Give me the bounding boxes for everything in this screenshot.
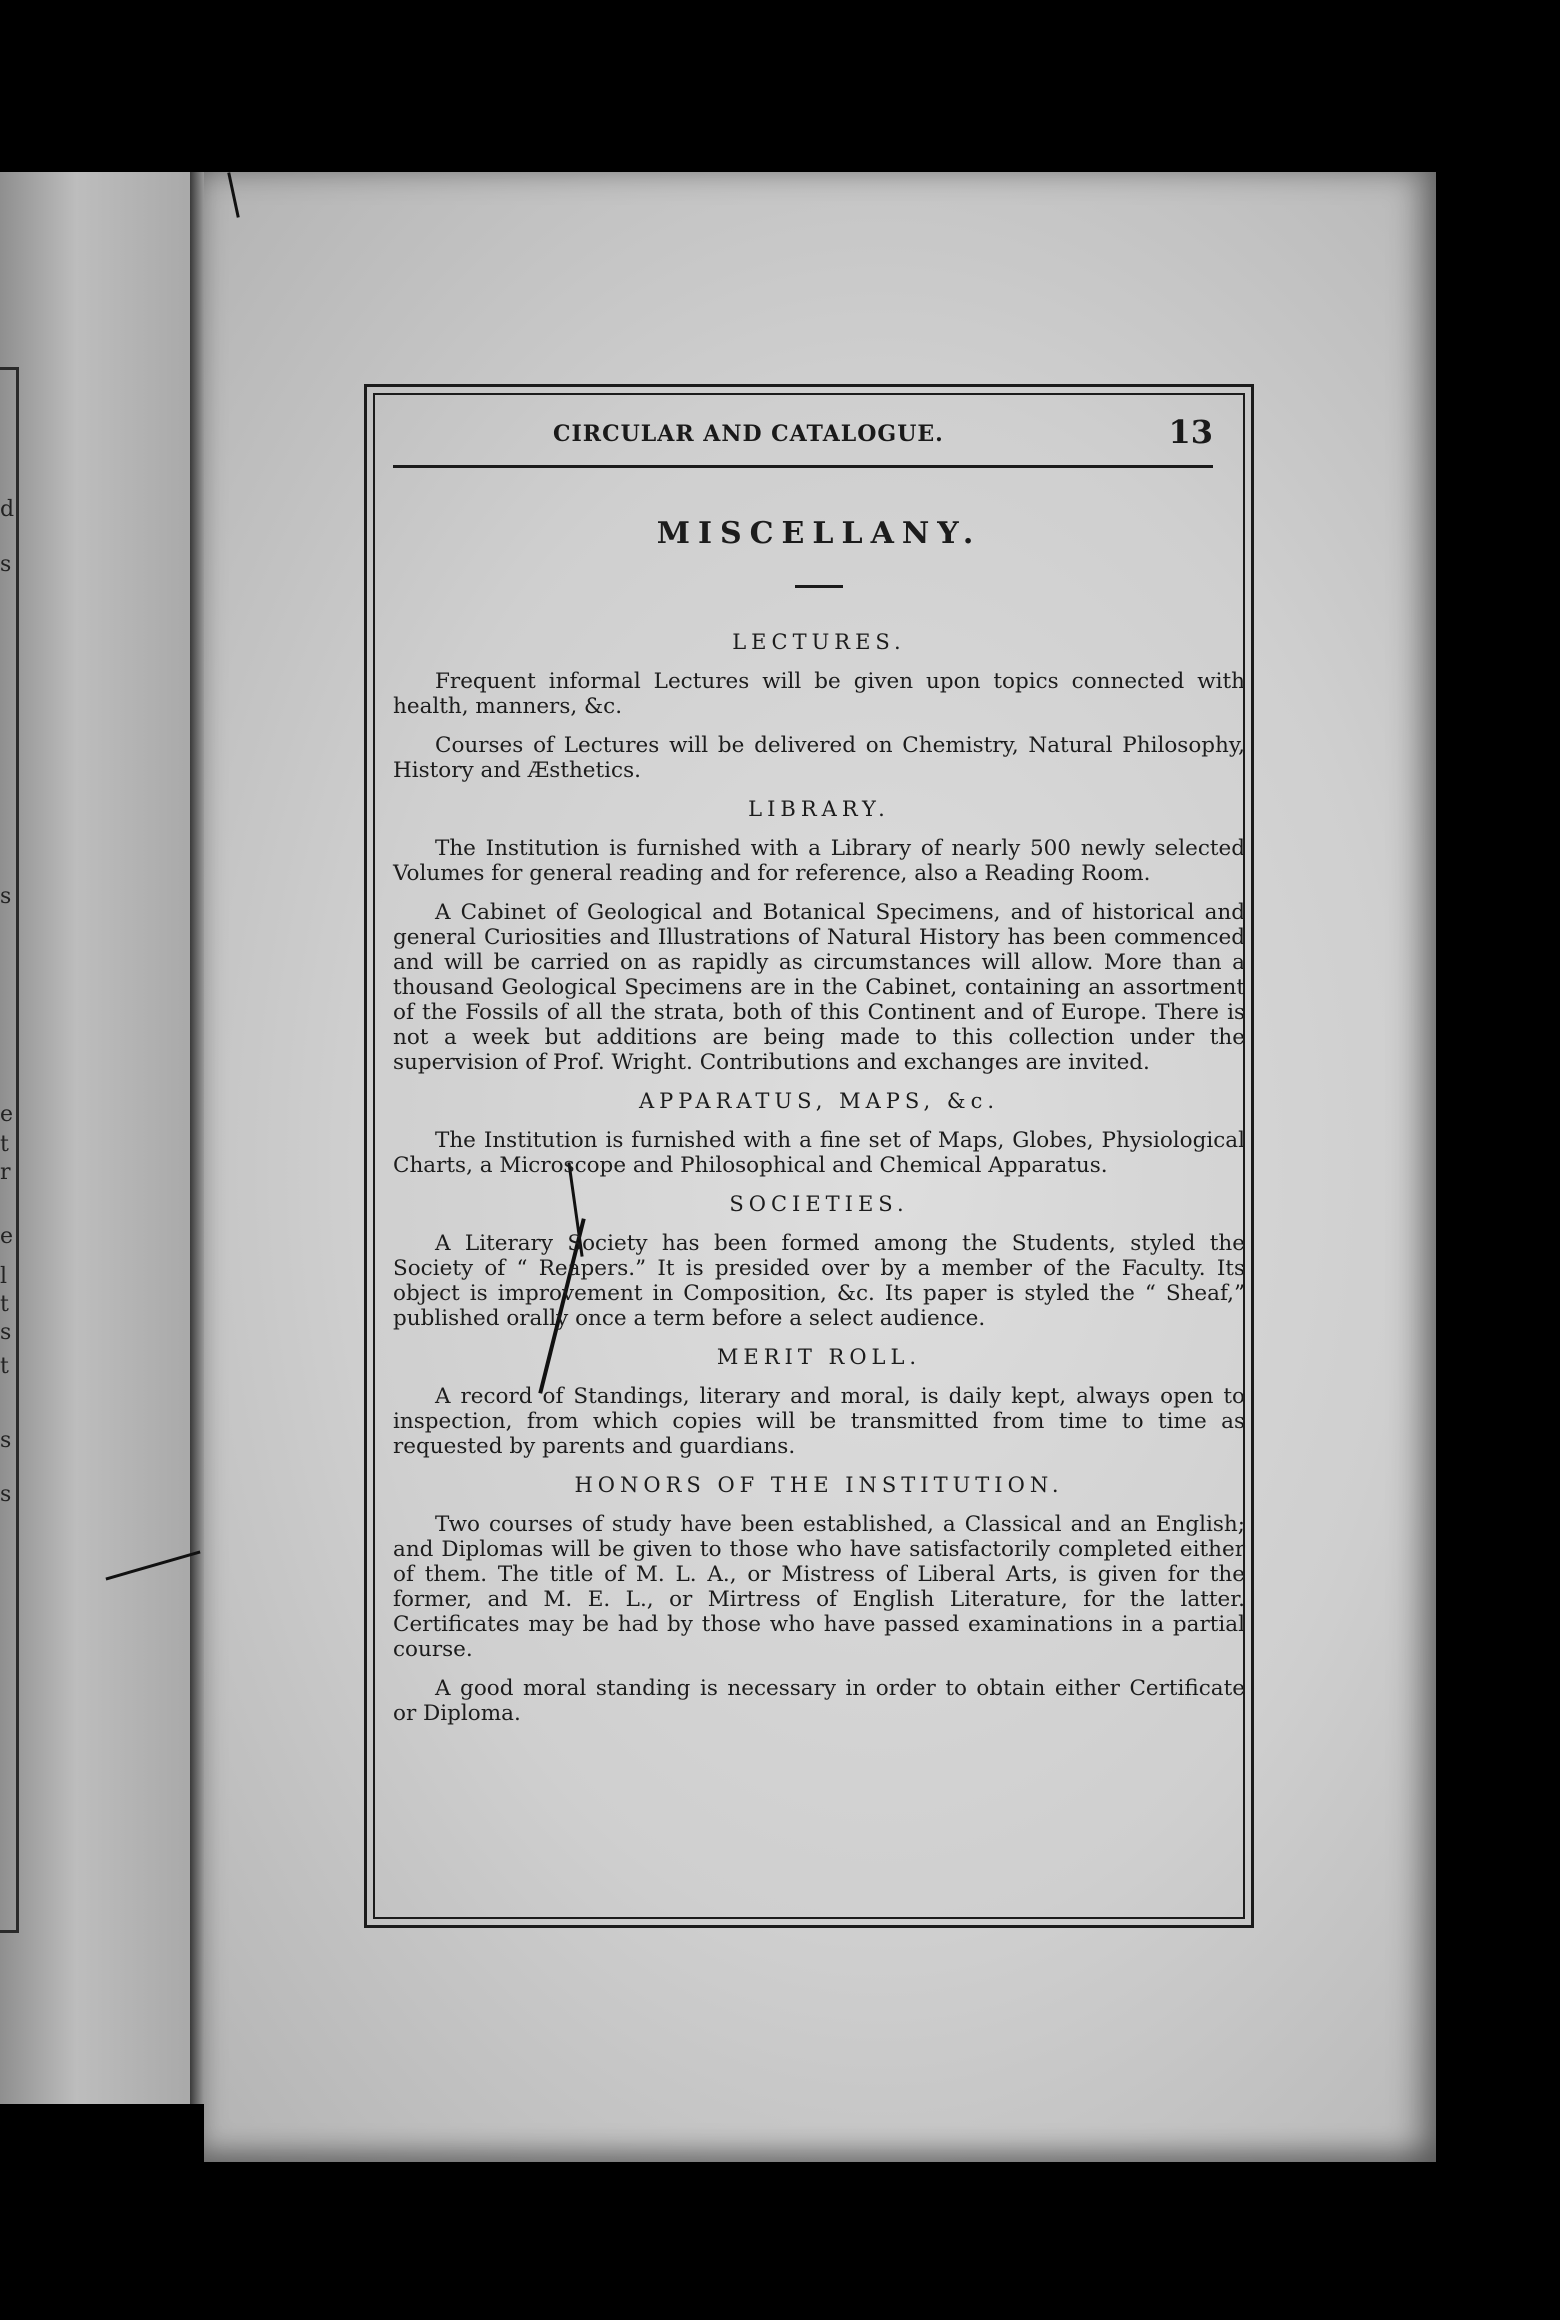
paragraph: A Cabinet of Geological and Botanical Specimens, and of historical and general Curiosities and Illustrations of Natural History has been commenced and will be carried on as rapidly as circumstances will allow. More than a thousand Geological Specimens are in the Cabinet, containing an assortment of the Fossils of all the strata, both of this Continent and of Europe. There is not a week but additions are being made to this collection under the supervision of Prof. Wright. Contributions and exchanges are invited.: [393, 900, 1245, 1075]
previous-page-fragment: r: [0, 1160, 11, 1185]
previous-page-fragment: e: [0, 1102, 14, 1127]
section-lectures: [393, 630, 1245, 783]
previous-page-fragment: s: [0, 1428, 12, 1453]
paragraph: Courses of Lectures will be delivered on Chemistry, Natural Philosophy, History and Æsthetics.: [393, 733, 1245, 783]
paragraph: The Institution is furnished with a fine set of Maps, Globes, Physiological Charts, a Microscope and Philosophical and Chemical Apparatus.: [393, 1128, 1245, 1178]
title-rule: [795, 585, 843, 588]
paragraph: Frequent informal Lectures will be given upon topics connected with health, manners, &c.: [393, 669, 1245, 719]
previous-page-fragment: t: [0, 1292, 9, 1317]
running-head-title: CIRCULAR AND CATALOGUE.: [553, 421, 944, 447]
section-societies: [393, 1192, 1245, 1331]
book-page: [204, 172, 1436, 2162]
section-heading: MERIT ROLL.: [716, 1345, 922, 1369]
previous-page-fragment: t: [0, 1354, 9, 1379]
book-gutter: [190, 172, 204, 2104]
previous-page-fragment: l: [0, 1264, 8, 1289]
previous-page-fragment: t: [0, 1132, 9, 1157]
previous-page-fragment: s: [0, 552, 12, 577]
previous-page-fragment: s: [0, 1482, 12, 1507]
ink-mark: [227, 172, 239, 218]
paragraph: A good moral standing is necessary in order to obtain either Certificate or Diploma.: [393, 1676, 1245, 1726]
previous-page-edge: [0, 172, 192, 2104]
section-heading: SOCIETIES.: [729, 1192, 909, 1216]
section-honors: [393, 1473, 1245, 1726]
section-library: [393, 797, 1245, 1075]
section-heading: LECTURES.: [732, 630, 906, 654]
paragraph: A Literary Society has been formed among the Students, styled the Society of “ Reapers.” It is presided over by a member of the Faculty. Its object is improvement in Composition, &c. Its paper is styled the “ Sheaf,” published orally once a term before a select audience.: [393, 1231, 1245, 1331]
previous-page-fragment: s: [0, 1320, 12, 1345]
section-heading: APPARATUS, MAPS, &c.: [638, 1089, 1000, 1113]
page-number: 13: [1168, 413, 1213, 451]
previous-page-fragment: e: [0, 1224, 14, 1249]
header-rule: [393, 465, 1213, 468]
page-content: [393, 505, 1245, 1740]
section-heading: HONORS OF THE INSTITUTION.: [574, 1473, 1064, 1497]
previous-page-fragment: s: [0, 884, 12, 909]
paragraph: The Institution is furnished with a Library of nearly 500 newly selected Volumes for general reading and for reference, also a Reading Room.: [393, 836, 1245, 886]
paragraph: Two courses of study have been established, a Classical and an English; and Diplomas will be given to those who have satisfactorily completed either of them. The title of M. L. A., or Mistress of Liberal Arts, is given for the former, and M. E. L., or Mirtress of English Literature, for the latter. Certificates may be had by those who have passed examinations in a partial course.: [393, 1512, 1245, 1662]
paragraph: A record of Standings, literary and moral, is daily kept, always open to inspection, from which copies will be transmitted from time to time as requested by parents and guardians.: [393, 1384, 1245, 1459]
previous-page-fragment: d: [0, 497, 15, 522]
section-heading: LIBRARY.: [748, 797, 890, 821]
page-border: [364, 384, 1254, 1928]
section-merit-roll: [393, 1345, 1245, 1459]
running-header: [393, 413, 1213, 457]
section-apparatus: [393, 1089, 1245, 1178]
page-title: MISCELLANY.: [656, 516, 982, 551]
